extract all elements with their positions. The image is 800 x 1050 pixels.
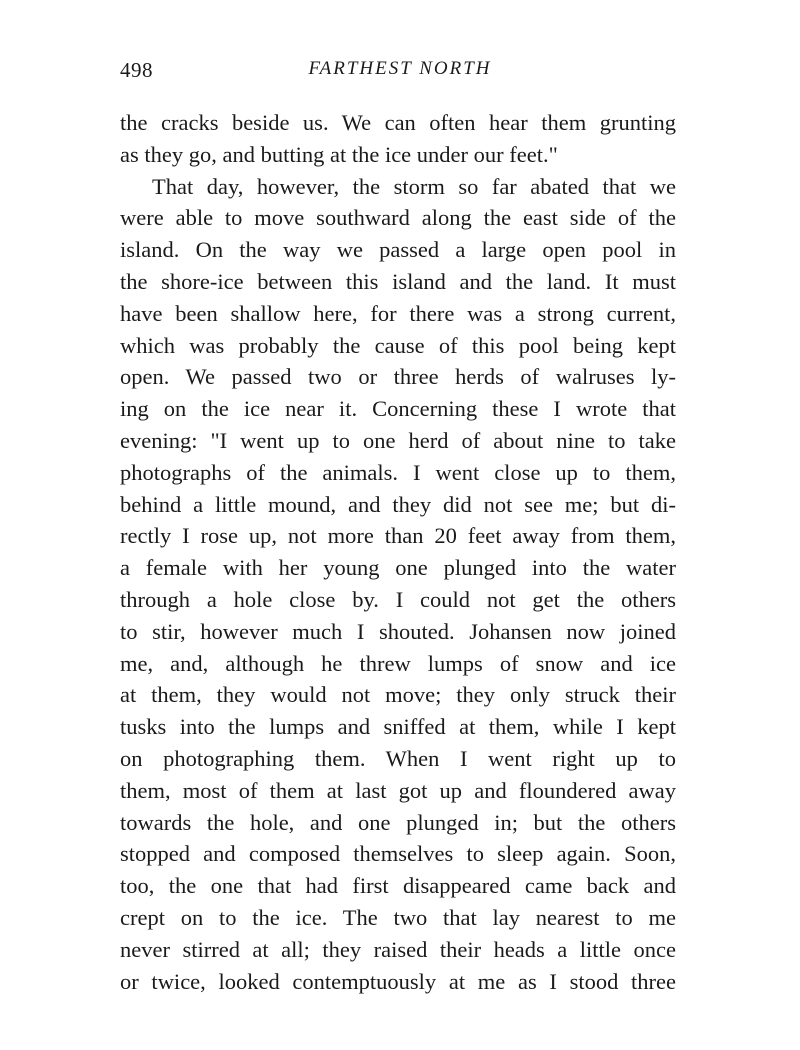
text-line: the cracks beside us. We can often hear them grunting	[120, 110, 676, 135]
text-line: on photographing them. When I went right up to	[120, 745, 676, 771]
text-line: as they go, and butting at the ice under our feet."	[120, 141, 558, 167]
text-line: ing on the ice near it. Concerning these I wrote that	[120, 396, 676, 422]
text-line: me, and, although he threw lumps of snow and ice	[120, 650, 676, 676]
text-line: island. On the way we passed a large open pool in	[120, 237, 676, 263]
text-line: were able to move southward along the east side of the	[120, 205, 676, 231]
text-line: have been shallow here, for there was a strong current,	[120, 300, 676, 326]
text-line: at them, they would not move; they only struck their	[120, 682, 676, 708]
text-line: which was probably the cause of this pool being kept	[120, 332, 676, 358]
text-line: to stir, however much I shouted. Johansen now joined	[120, 618, 676, 644]
body-text	[120, 107, 676, 997]
running-title: FARTHEST NORTH	[308, 58, 492, 79]
text-line: through a hole close by. I could not get the others	[120, 586, 676, 612]
text-line: never stirred at all; they raised their heads a little once	[120, 936, 676, 962]
text-line: tusks into the lumps and sniffed at them, while I kept	[120, 714, 676, 740]
text-line: evening: "I went up to one herd of about nine to take	[120, 427, 676, 453]
text-line: towards the hole, and one plunged in; but the others	[120, 809, 676, 835]
text-line: them, most of them at last got up and floundered away	[120, 777, 676, 803]
text-line: behind a little mound, and they did not see me; but di-	[120, 491, 676, 517]
text-line: stopped and composed themselves to sleep again. Soon,	[120, 841, 676, 867]
text-line: rectly I rose up, not more than 20 feet away from them,	[120, 523, 676, 549]
text-line: the shore-ice between this island and the land. It must	[120, 268, 676, 294]
text-line: or twice, looked contemptuously at me as I stood three	[120, 968, 676, 994]
text-line: That day, however, the storm so far abated that we	[152, 173, 676, 199]
text-line: open. We passed two or three herds of walruses ly-	[120, 364, 676, 390]
page-number: 498	[120, 58, 153, 82]
text-line: photographs of the animals. I went close up to them,	[120, 459, 676, 485]
page-header	[120, 58, 680, 88]
text-line: crept on to the ice. The two that lay nearest to me	[120, 904, 676, 930]
text-line: too, the one that had first disappeared came back and	[120, 873, 676, 899]
text-line: a female with her young one plunged into the water	[120, 555, 676, 581]
